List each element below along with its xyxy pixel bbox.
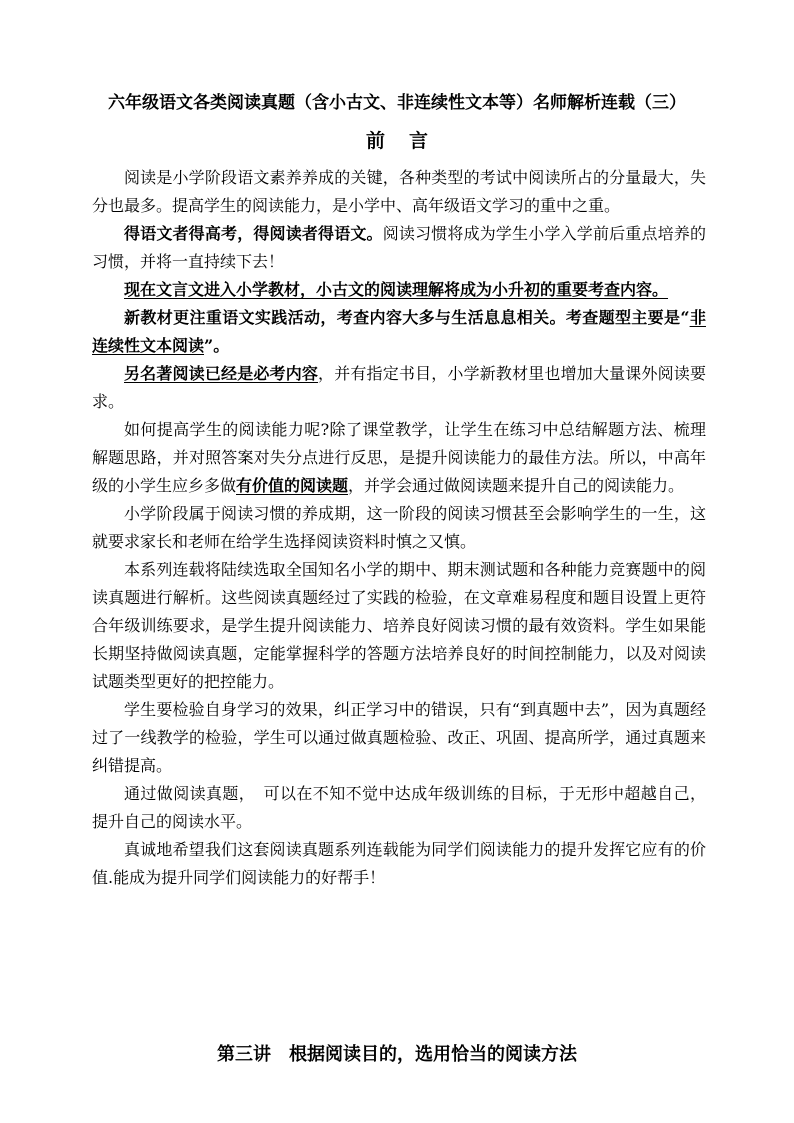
preface-paragraph <box>92 276 706 304</box>
text-segment: 学生要检验自身学习的效果，纠正学习中的错误，只有“到真题中去”，因为真题经过了一线教学的检验，学生可以通过做真题检验、改正、巩固、提高所学，通过真题来纠错提高。 <box>92 700 706 775</box>
text-segment: 非连续性文本阅读 <box>92 308 706 355</box>
preface-paragraph <box>92 500 706 556</box>
preface-paragraph <box>92 780 706 836</box>
text-segment: 本系列连载将陆续选取全国知名小学的期中、期末测试题和各种能力竞赛题中的阅读真题进行解析。这些阅读真题经过了实践的检验，在文章难易程度和题目设置上更符合年级训练要求，是学生提升阅读能力、培养良好阅读习惯的最有效资料。学生如果能长期坚持做阅读真题，定能掌握科学的答题方法培养良好的时间控制能力，以及对阅读试题类型更好的把控能力。 <box>92 560 706 691</box>
lecture-title: 第三讲 根据阅读目的，选用恰当的阅读方法 <box>217 1044 577 1065</box>
text-segment: ”。 <box>204 336 230 355</box>
preface-paragraph <box>92 304 706 360</box>
text-segment: 新教材更注重语文实践活动，考查内容大多与生活息息相关。考查题型主要是“ <box>124 308 690 327</box>
preface-paragraph <box>92 416 706 500</box>
text-segment: 小学阶段属于阅读习惯的养成期，这一阶段的阅读习惯甚至会影响学生的一生，这就要求家长和老师在给学生选择阅读资料时慎之又慎。 <box>92 504 706 551</box>
preface-body <box>92 164 706 892</box>
text-segment: 阅读习惯将成为学生小学入学前后重点培养的习惯，并将一直持续下去！ <box>92 224 706 271</box>
text-segment: 阅读是小学阶段语文素养养成的关键，各种类型的考试中阅读所占的分量最大，失分也最多。提高学生的阅读能力，是小学中、高年级语文学习的重中之重。 <box>92 168 706 215</box>
preface-paragraph <box>92 556 706 696</box>
preface-paragraph <box>92 696 706 780</box>
text-segment: 现在文言文进入小学教材，小古文的阅读理解将成为小升初的重要考查内容。 <box>124 280 669 299</box>
preface-paragraph <box>92 360 706 416</box>
text-segment: 另名著阅读已经是必考内容 <box>124 364 319 383</box>
text-segment: 通过做阅读真题， 可以在不知不觉中达成年级训练的目标，于无形中超越自己，提升自己的阅读水平。 <box>92 784 706 831</box>
text-segment: ，并学会通过做阅读题来提升自己的阅读能力。 <box>348 476 685 495</box>
document-title: 六年级语文各类阅读真题（含小古文、非连续性文本等）名师解析连载（三） <box>108 93 686 113</box>
preface-paragraph <box>92 164 706 220</box>
text-segment: 如何提高学生的阅读能力呢?除了课堂教学，让学生在练习中总结解题方法、梳理解题思路，并对照答案对失分点进行反思，是提升阅读能力的最佳方法。所以，中高年级的小学生应乡多做 <box>92 420 706 495</box>
text-segment: 得语文者得高考，得阅读者得语文。 <box>124 224 383 243</box>
preface-heading: 前言 <box>365 130 452 152</box>
preface-paragraph <box>92 836 706 892</box>
text-segment: 真诚地希望我们这套阅读真题系列连载能为同学们阅读能力的提升发挥它应有的价值.能成为提升同学们阅读能力的好帮手！ <box>92 840 706 887</box>
preface-paragraph <box>92 220 706 276</box>
text-segment: 有价值的阅读题 <box>236 476 349 495</box>
text-segment: ，并有指定书目，小学新教材里也增加大量课外阅读要求。 <box>92 364 706 411</box>
